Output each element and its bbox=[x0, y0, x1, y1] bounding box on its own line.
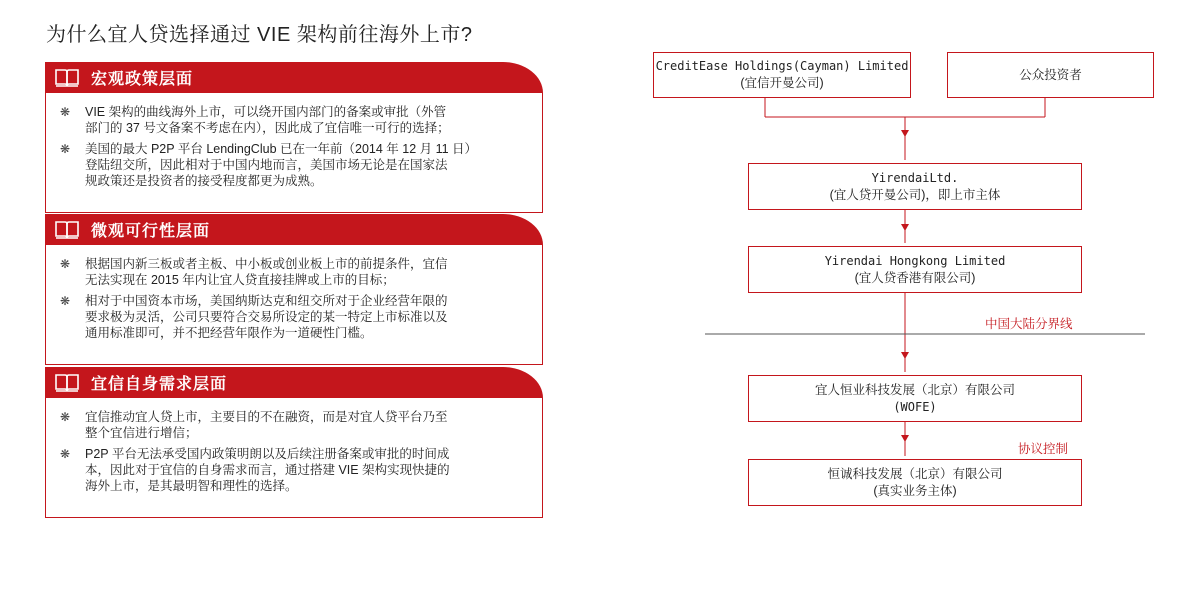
bullet-line: 无法实现在 2015 年内让宜人贷直接挂牌或上市的目标； bbox=[85, 273, 395, 287]
node-line: CreditEase Holdings(Cayman) Limited bbox=[655, 59, 909, 73]
bullet-line: 部门的 37 号文备案不考虑在内），因此成了宜信唯一可行的选择； bbox=[85, 121, 450, 135]
node-line: 恒诚科技发展（北京）有限公司 bbox=[827, 466, 1003, 481]
node-line: (WOFE) bbox=[893, 399, 937, 414]
bullet-line: 相对于中国资本市场，美国纳斯达克和纽交所对于企业经营年限的 bbox=[85, 294, 448, 308]
node-public-investors bbox=[947, 52, 1154, 98]
section-title: 宏观政策层面 bbox=[91, 71, 194, 88]
bullet-line: 规政策还是投资者的接受程度都更为成熟。 bbox=[85, 174, 323, 188]
node-yirendai-ltd bbox=[748, 163, 1082, 210]
section-title: 微观可行性层面 bbox=[91, 223, 211, 240]
bullet-line: 根据国内新三板或者主板、中小板或创业板上市的前提条件，宜信 bbox=[85, 257, 448, 271]
section-title: 宜信自身需求层面 bbox=[91, 376, 228, 393]
node-line: Yirendai Hongkong Limited bbox=[824, 253, 1006, 268]
asterisk-bullet-icon: ❋ bbox=[60, 410, 71, 424]
arrow-down-icon bbox=[901, 224, 909, 231]
asterisk-bullet-icon: ❋ bbox=[60, 294, 71, 308]
node-line: 宜人恒业科技发展（北京）有限公司 bbox=[814, 382, 1015, 397]
node-creditease-cayman bbox=[653, 52, 911, 98]
bullet-line: P2P 平台无法承受国内政策明朗以及后续注册备案或审批的时间成 bbox=[85, 447, 450, 461]
asterisk-bullet-icon: ❋ bbox=[60, 447, 71, 461]
bullet-line: 海外上市，是其最明智和理性的选择。 bbox=[85, 479, 298, 493]
bullet-line: 美国的最大 P2P 平台 LendingClub 已在一年前（2014 年 12 月 11 日） bbox=[85, 142, 478, 156]
asterisk-bullet-icon: ❋ bbox=[60, 105, 71, 119]
asterisk-bullet-icon: ❋ bbox=[60, 257, 71, 271]
bullet-line: 要求极为灵活，公司只要符合交易所设定的某一特定上市标准以及 bbox=[85, 310, 448, 324]
node-line: (宜信开曼公司) bbox=[740, 76, 824, 90]
bullet-line: 登陆纽交所，因此相对于中国内地而言，美国市场无论是在国家法 bbox=[85, 158, 448, 172]
node-line: 公众投资者 bbox=[1019, 67, 1082, 82]
bullet-line: 通用标准即可，并不把经营年限作为一道硬性门槛。 bbox=[85, 326, 373, 340]
node-wofe bbox=[748, 375, 1082, 422]
boundary-label: 中国大陆分界线 bbox=[985, 317, 1073, 331]
node-line: (宜人贷开曼公司)，即上市主体 bbox=[829, 187, 1001, 202]
node-line: YirendaiLtd. bbox=[871, 170, 959, 185]
arrow-down-icon bbox=[901, 435, 909, 442]
arrow-down-icon bbox=[901, 130, 909, 137]
node-yirendai-hongkong bbox=[748, 246, 1082, 293]
arrow-down-icon bbox=[901, 352, 909, 359]
asterisk-bullet-icon: ❋ bbox=[60, 142, 71, 156]
page-title: 为什么宜人贷选择通过 VIE 架构前往海外上市? bbox=[46, 24, 473, 46]
bullet-line: 整个宜信进行增信； bbox=[85, 426, 198, 440]
bullet-line: 本，因此对于宜信的自身需求而言，通过搭建 VIE 架构实现快捷的 bbox=[85, 463, 450, 477]
node-hengcheng bbox=[748, 459, 1082, 506]
node-line: (真实业务主体) bbox=[873, 483, 957, 498]
control-label: 协议控制 bbox=[1018, 442, 1069, 456]
bullet-line: VIE 架构的曲线海外上市，可以绕开国内部门的备案或审批（外管 bbox=[85, 105, 447, 119]
bullet-line: 宜信推动宜人贷上市，主要目的不在融资，而是对宜人贷平台乃至 bbox=[85, 410, 448, 424]
node-line: (宜人贷香港有限公司) bbox=[854, 270, 976, 285]
